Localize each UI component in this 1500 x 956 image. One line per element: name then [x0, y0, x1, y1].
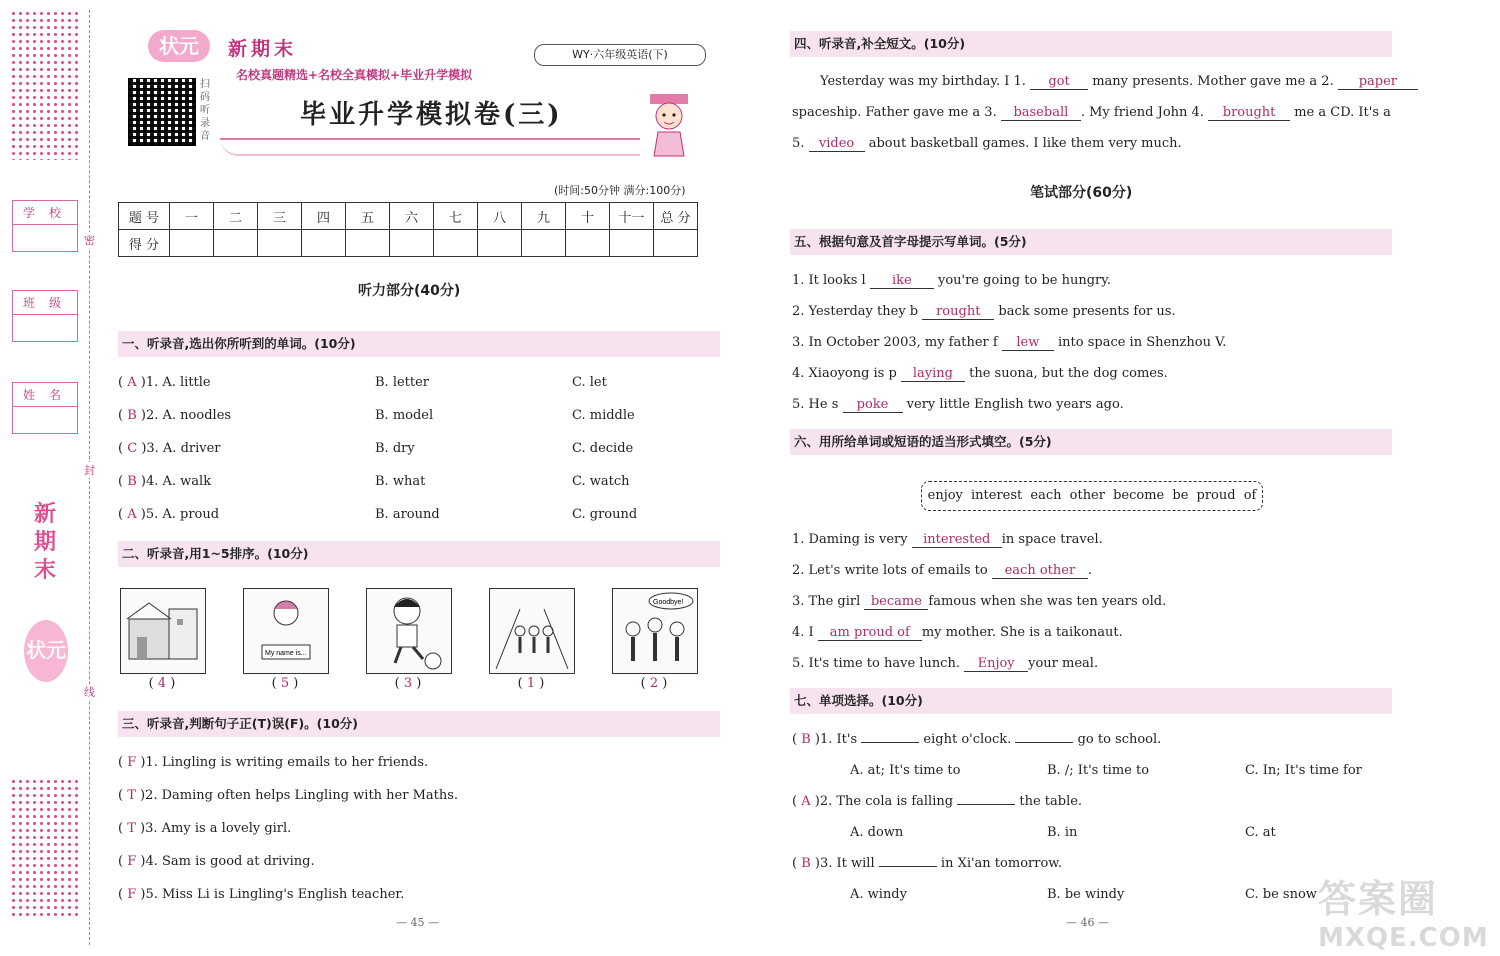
- answer-blank[interactable]: [879, 866, 937, 867]
- seal-mark-feng: 封: [84, 464, 95, 477]
- decorative-swoosh: [220, 138, 640, 156]
- fill-in-item: 5. He s poke very little English two years ago.: [792, 397, 1124, 412]
- picture-school-building: [120, 588, 206, 674]
- section-2-title: 二、听录音,用1~5排序。(10分): [118, 541, 720, 567]
- question-stem: ( A )5. A. proud: [118, 507, 220, 522]
- question-stem: ( C )3. A. driver: [118, 441, 221, 456]
- scan-hint: 扫码听录音: [200, 79, 210, 142]
- answer-blank[interactable]: [1015, 742, 1073, 743]
- tagline: 名校真题精选+名校全真模拟+毕业升学模拟: [236, 68, 473, 82]
- fill-in-item: 3. In October 2003, my father f lew into space in Shenzhou V.: [792, 335, 1227, 350]
- decorative-dot-pattern: [10, 10, 82, 160]
- picture-girl-with-sign: [243, 588, 329, 674]
- passage-line-2: spaceship. Father gave me a 3. baseball . My friend John 4. brought me a CD. It's a: [792, 105, 1391, 120]
- answer-blank[interactable]: became: [864, 594, 928, 610]
- answer-blank[interactable]: poke: [843, 397, 903, 413]
- option[interactable]: B. dry: [375, 441, 415, 456]
- question-stem: ( B )4. A. walk: [118, 474, 212, 489]
- word-bank: enjoy interest each other become be proud of: [921, 481, 1263, 511]
- order-answer: ( 4 ): [148, 676, 176, 691]
- answer-blank[interactable]: ike: [870, 273, 934, 289]
- option[interactable]: A. down: [850, 825, 904, 840]
- listening-heading: 听力部分(40分): [358, 283, 461, 299]
- table-row: 得 分: [119, 230, 698, 257]
- answer-blank[interactable]: each other: [992, 563, 1088, 579]
- brand-logo: 状元: [148, 30, 210, 62]
- page-title: 毕业升学模拟卷(三): [300, 100, 563, 130]
- answer-blank[interactable]: video: [809, 136, 865, 152]
- order-answer: ( 1 ): [517, 676, 545, 691]
- passage-line-1: Yesterday was my birthday. I 1. got many presents. Mother gave me a 2. paper: [820, 74, 1418, 90]
- answer-blank[interactable]: am proud of: [818, 625, 922, 641]
- section-3-title: 三、听录音,判断句子正(T)误(F)。(10分): [118, 711, 720, 737]
- mc-question-3: ( B )3. It will in Xi'an tomorrow.: [792, 856, 1062, 871]
- question-stem: ( A )1. A. little: [118, 375, 211, 390]
- fill-in-item: 3. The girl became famous when she was ten years old.: [792, 594, 1167, 609]
- option[interactable]: B. letter: [375, 375, 430, 390]
- answer-blank[interactable]: paper: [1338, 74, 1418, 90]
- option[interactable]: C. In; It's time for: [1245, 763, 1362, 778]
- score-table: [118, 202, 698, 257]
- option[interactable]: B. around: [375, 507, 440, 522]
- option[interactable]: B. in: [1047, 825, 1078, 840]
- true-false-item: ( F )4. Sam is good at driving.: [118, 854, 315, 869]
- seal-mark-mi: 密: [84, 234, 95, 247]
- fill-in-item: 4. Xiaoyong is p laying the suona, but the dog comes.: [792, 366, 1168, 381]
- mc-question-1: ( B )1. It's eight o'clock. go to school.: [792, 732, 1162, 747]
- seal-mark-xian: 线: [84, 686, 95, 699]
- section-6-title: 六、用所给单词或短语的适当形式填空。(5分): [790, 429, 1392, 455]
- true-false-item: ( T )2. Daming often helps Lingling with her Maths.: [118, 788, 459, 803]
- option[interactable]: C. middle: [572, 408, 635, 423]
- option[interactable]: B. model: [375, 408, 434, 423]
- answer-blank[interactable]: lew: [1002, 335, 1054, 351]
- fill-in-item: 5. It's time to have lunch. Enjoy your meal.: [792, 656, 1099, 671]
- table-row: 题 号 一 二 三 四 五 六 七 八 九 十 十一 总 分: [119, 203, 698, 230]
- fill-in-item: 2. Yesterday they b rought back some presents for us.: [792, 304, 1176, 319]
- option[interactable]: C. ground: [572, 507, 638, 522]
- picture-boy-playing-football: [366, 588, 452, 674]
- brand-badge: 状元: [24, 620, 68, 682]
- option[interactable]: A. windy: [850, 887, 907, 902]
- fill-in-item: 4. I am proud of my mother. She is a taikonaut.: [792, 625, 1123, 640]
- order-answer: ( 2 ): [640, 676, 668, 691]
- option[interactable]: B. /; It's time to: [1047, 763, 1150, 778]
- section-1-title: 一、听录音,选出你所听到的单词。(10分): [118, 331, 720, 357]
- answer-blank[interactable]: rought: [922, 304, 994, 320]
- passage-line-3: 5. video about basketball games. I like them very much.: [792, 136, 1182, 151]
- section-4-title: 四、听录音,补全短文。(10分): [790, 31, 1392, 57]
- answer-blank[interactable]: [957, 804, 1015, 805]
- option[interactable]: C. at: [1245, 825, 1276, 840]
- decorative-dot-pattern: [10, 778, 82, 918]
- name-field[interactable]: 姓名: [12, 382, 78, 434]
- fill-in-item: 1. It looks l ike you're going to be hungry.: [792, 273, 1111, 288]
- class-field[interactable]: 班级: [12, 290, 78, 342]
- option[interactable]: C. watch: [572, 474, 630, 489]
- option[interactable]: C. be snow: [1245, 887, 1317, 902]
- watermark: 答案圈 MXQE.COM: [1318, 877, 1489, 953]
- option[interactable]: C. decide: [572, 441, 634, 456]
- true-false-item: ( F )1. Lingling is writing emails to her friends.: [118, 755, 429, 770]
- option[interactable]: B. be windy: [1047, 887, 1125, 902]
- brand-vertical: 新期末: [33, 501, 56, 583]
- section-5-title: 五、根据句意及首字母提示写单词。(5分): [790, 229, 1392, 255]
- true-false-item: ( T )3. Amy is a lovely girl.: [118, 821, 292, 836]
- mascot-scholar-icon: [640, 92, 698, 158]
- answer-blank[interactable]: got: [1030, 74, 1088, 90]
- school-field[interactable]: 学校: [12, 200, 78, 252]
- answer-blank[interactable]: [861, 742, 919, 743]
- written-heading: 笔试部分(60分): [1030, 185, 1133, 201]
- sign-text: My name is...: [265, 650, 307, 657]
- series-name: 新期末: [228, 38, 298, 60]
- bubble-text: Goodbye!: [653, 599, 684, 606]
- page-number-right: — 46 —: [1066, 916, 1109, 929]
- mc-question-2: ( A )2. The cola is falling the table.: [792, 794, 1083, 809]
- order-answer: ( 3 ): [394, 676, 422, 691]
- option[interactable]: C. let: [572, 375, 607, 390]
- answer-blank[interactable]: laying: [901, 366, 965, 382]
- order-answer: ( 5 ): [271, 676, 299, 691]
- answer-blank[interactable]: baseball: [1001, 105, 1081, 121]
- answer-blank[interactable]: brought: [1208, 105, 1290, 121]
- grade-badge: WY·六年级英语(下): [534, 44, 706, 66]
- picture-people-crossing: [489, 588, 575, 674]
- answer-blank[interactable]: interested: [912, 532, 1002, 548]
- fill-in-item: 1. Daming is very interested in space travel.: [792, 532, 1103, 547]
- true-false-item: ( F )5. Miss Li is Lingling's English teacher.: [118, 887, 405, 902]
- option[interactable]: A. at; It's time to: [850, 763, 961, 778]
- answer-blank[interactable]: Enjoy: [964, 656, 1028, 672]
- question-stem: ( B )2. A. noodles: [118, 408, 232, 423]
- page-number-left: — 45 —: [396, 916, 439, 929]
- fill-in-item: 2. Let's write lots of emails to each other .: [792, 563, 1093, 578]
- section-7-title: 七、单项选择。(10分): [790, 688, 1392, 714]
- time-info: (时间:50分钟 满分:100分): [554, 184, 686, 197]
- option[interactable]: B. what: [375, 474, 426, 489]
- qr-code-icon[interactable]: [128, 78, 196, 146]
- picture-kids-saying-goodbye: [612, 588, 698, 674]
